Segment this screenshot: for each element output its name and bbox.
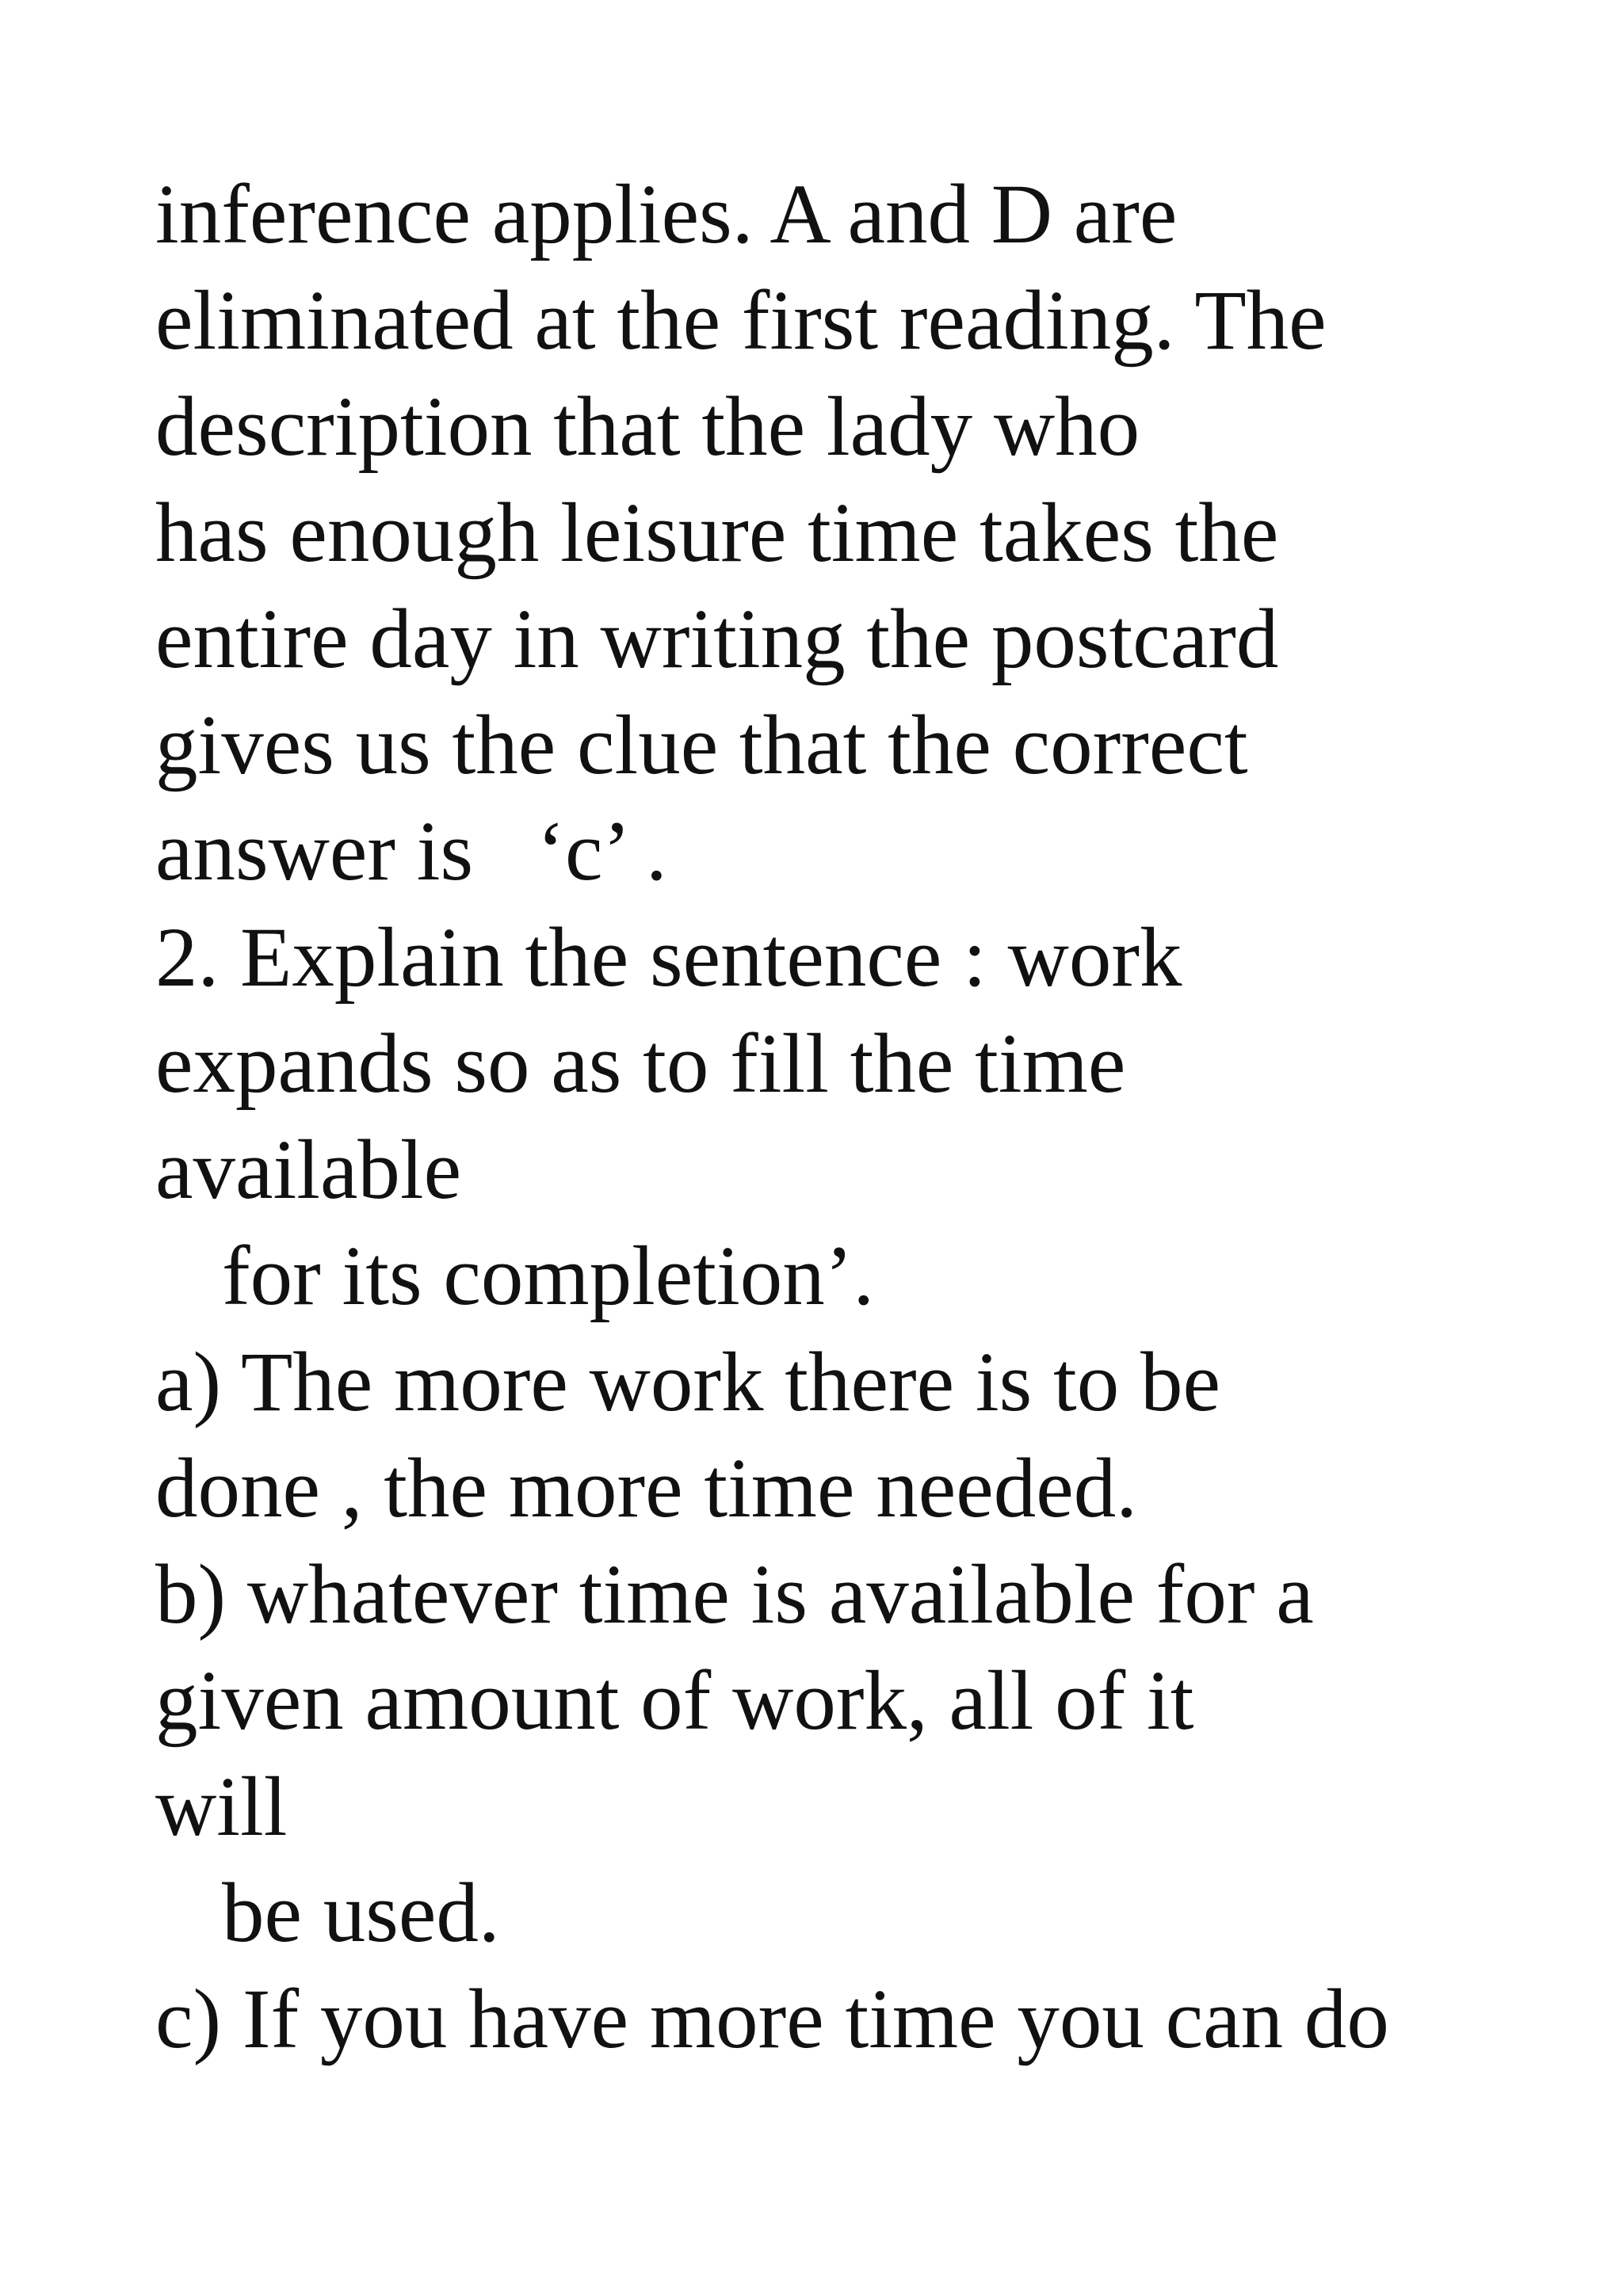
text-line: will	[155, 1760, 288, 1854]
text-line: for its completion’.	[222, 1230, 875, 1323]
text-line: entire day in writing the postcard	[155, 593, 1279, 686]
question-heading: 2. Explain the sentence : work	[155, 911, 1182, 1005]
document-body	[155, 162, 1582, 2073]
text-line: inference applies. A and D are	[155, 168, 1178, 261]
text-line: gives us the clue that the correct	[155, 699, 1248, 792]
text-line: expands so as to fill the time	[155, 1017, 1126, 1111]
option-b: b) whatever time is available for a	[155, 1548, 1314, 1642]
text-line: given amount of work, all of it	[155, 1654, 1194, 1748]
option-a: a) The more work there is to be	[155, 1336, 1220, 1429]
text-line: has enough leisure time takes the	[155, 486, 1279, 580]
text-line: description that the lady who	[155, 380, 1140, 474]
text-line: eliminated at the first reading. The	[155, 274, 1327, 368]
text-line: be used.	[222, 1867, 500, 1960]
text-line: done , the more time needed.	[155, 1442, 1137, 1535]
text-line: answer is ‘c’ .	[155, 805, 667, 898]
option-c: c) If you have more time you can do	[155, 1973, 1389, 2066]
text-line: available	[155, 1123, 462, 1217]
